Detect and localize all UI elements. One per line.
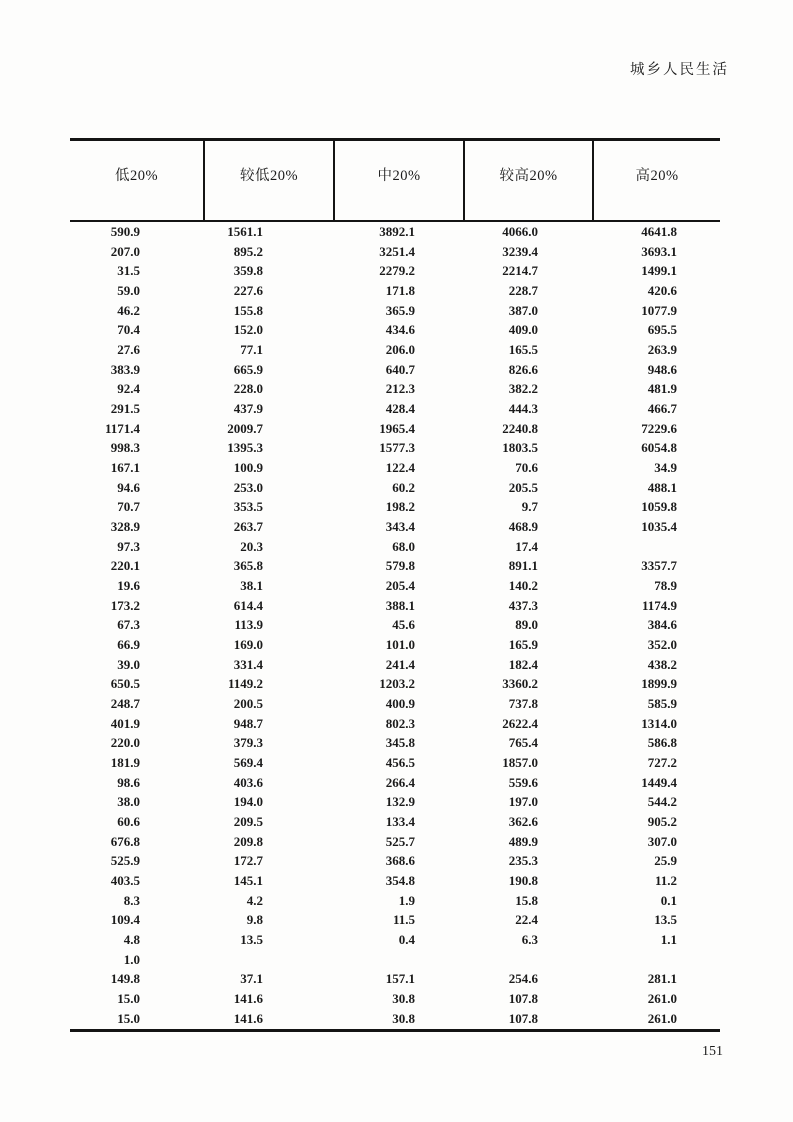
table-cell: 109.4 [110,912,140,928]
table-row [70,458,720,478]
table-cell: 46.2 [117,302,140,318]
table-cell: 331.4 [233,656,263,672]
table-cell: 368.6 [385,853,415,869]
table-cell: 291.5 [110,400,140,416]
table-cell: 3892.1 [379,223,415,239]
table-row [70,242,720,262]
table-cell: 1149.2 [227,676,263,692]
table-cell: 1.1 [660,932,677,948]
table-cell: 45.6 [392,617,415,633]
table-row [70,379,720,399]
table-cell: 2214.7 [502,263,538,279]
table-cell: 586.8 [647,735,677,751]
table-cell: 78.9 [654,577,677,593]
table-cell: 354.8 [385,873,415,888]
table-cell: 67.3 [117,617,140,633]
table-cell: 171.8 [385,282,415,298]
table-cell: 1.9 [398,892,415,908]
table-row [70,655,720,675]
table-cell: 727.2 [647,754,677,770]
table-cell: 387.0 [508,302,538,318]
table-cell: 6.3 [521,932,538,948]
table-cell: 107.8 [508,991,538,1007]
table-cell: 97.3 [117,538,140,554]
table-cell: 737.8 [508,695,538,711]
table-cell: 235.3 [508,853,538,869]
table-cell: 200.5 [233,695,263,711]
table-cell: 94.6 [117,479,140,495]
table-row [70,1009,720,1029]
table-cell: 68.0 [392,538,415,554]
table-row [70,517,720,537]
table-cell: 1203.2 [379,676,415,692]
table-cell: 8.3 [123,892,140,908]
table-cell: 9.8 [246,912,263,928]
table-row [70,537,720,557]
table-cell: 650.5 [110,676,140,692]
table-cell: 695.5 [647,322,677,338]
table-cell: 420.6 [647,282,677,298]
table-cell: 403.6 [233,774,263,790]
table-cell: 39.0 [117,656,140,672]
table-cell: 133.4 [385,813,415,829]
table-cell: 194.0 [233,794,263,810]
table-cell: 307.0 [647,833,677,849]
table-row [70,497,720,517]
table-cell: 3360.2 [502,676,538,692]
table-cell: 9.7 [521,499,538,515]
page-number: 151 [702,1044,723,1059]
table-row [70,419,720,439]
table-row [70,832,720,852]
table-cell: 141.6 [233,991,263,1007]
column-header: 高20% [592,141,720,220]
table-cell: 353.5 [233,499,263,515]
table-cell: 1171.4 [104,420,140,436]
table-cell: 182.4 [508,656,538,672]
table-row [70,753,720,773]
table-cell: 261.0 [647,991,677,1007]
table-cell: 207.0 [110,243,140,259]
table-cell: 488.1 [647,479,677,495]
table-cell: 1499.1 [641,263,677,279]
table-cell: 579.8 [385,558,415,574]
table-cell: 2622.4 [502,715,538,731]
table-row [70,281,720,301]
table-cell: 409.0 [508,322,538,338]
table-cell: 212.3 [385,381,415,397]
table-cell: 22.4 [515,912,538,928]
table-cell: 345.8 [385,735,415,751]
table-cell: 13.5 [240,932,263,948]
table-cell: 444.3 [508,400,538,416]
table-cell: 2279.2 [379,263,415,279]
table-header-row [70,141,720,222]
table-cell: 209.8 [233,833,263,849]
table-cell: 1035.4 [641,518,677,534]
table-row [70,970,720,990]
table-row [70,478,720,498]
table-cell: 343.4 [385,518,415,534]
table-cell: 157.1 [385,971,415,987]
table-row [70,792,720,812]
table-cell: 27.6 [117,341,140,357]
table-cell: 489.9 [508,833,538,849]
table-row [70,320,720,340]
table-cell: 1077.9 [641,302,677,318]
table-cell: 141.6 [233,1010,263,1026]
table-row [70,674,720,694]
table-cell: 569.4 [233,754,263,770]
table-cell: 198.2 [385,499,415,515]
table-cell: 11.5 [392,912,415,928]
table-cell: 559.6 [508,774,538,790]
table-cell: 38.0 [117,794,140,810]
table-row [70,222,720,242]
table-cell: 169.0 [233,636,263,652]
table-cell: 352.0 [647,636,677,652]
table-cell: 140.2 [508,577,538,593]
table-cell: 165.9 [508,636,538,652]
table-cell: 466.7 [647,400,677,416]
table-cell: 401.9 [110,715,140,731]
table-cell: 1857.0 [502,754,538,770]
table-cell: 379.3 [233,735,263,751]
table-cell: 253.0 [233,479,263,495]
table-cell: 248.7 [110,695,140,711]
table-cell: 70.6 [515,459,538,475]
table-cell: 172.7 [233,853,263,869]
table-cell: 614.4 [233,597,263,613]
table-cell: 826.6 [508,361,538,377]
running-header: 城乡人民生活 [630,62,729,78]
table-cell: 101.0 [385,636,415,652]
table-row [70,852,720,872]
table-cell: 30.8 [392,1010,415,1026]
column-header: 较低20% [203,141,333,220]
table-cell: 165.5 [508,341,538,357]
table-cell: 19.6 [117,577,140,593]
table-cell: 1174.9 [641,597,677,613]
table-row [70,576,720,596]
table-cell: 948.6 [647,361,677,377]
table-cell: 328.9 [110,518,140,534]
table-row [70,301,720,321]
table-cell: 481.9 [647,381,677,397]
table-cell: 92.4 [117,381,140,397]
table-row [70,261,720,281]
table-row [70,694,720,714]
table-row [70,773,720,793]
table-cell: 456.5 [385,754,415,770]
table-cell: 89.0 [515,617,538,633]
table-cell: 1899.9 [641,676,677,692]
table-cell: 383.9 [110,361,140,377]
table-cell: 676.8 [110,833,140,849]
table-cell: 7229.6 [641,420,677,436]
table-row [70,635,720,655]
table-cell: 640.7 [385,361,415,377]
table-cell: 30.8 [392,991,415,1007]
table-row [70,871,720,891]
table-cell: 206.0 [385,341,415,357]
table-cell: 4641.8 [641,223,677,239]
table-cell: 765.4 [508,735,538,751]
table-cell: 1803.5 [502,440,538,456]
table-cell: 181.9 [110,754,140,770]
table-cell: 403.5 [110,873,140,888]
table-cell: 122.4 [385,459,415,475]
table-cell: 15.8 [515,892,538,908]
table-cell: 4066.0 [502,223,538,239]
table-cell: 70.7 [117,499,140,515]
table-cell: 37.1 [240,971,263,987]
table-cell: 1.0 [123,951,140,967]
table-row [70,911,720,931]
table-cell: 998.3 [110,440,140,456]
table-cell: 382.2 [508,381,538,397]
table-cell: 1395.3 [227,440,263,456]
table-row [70,340,720,360]
table-cell: 25.9 [654,853,677,869]
table-row [70,438,720,458]
table-row [70,399,720,419]
table-cell: 20.3 [240,538,263,554]
table-cell: 228.0 [233,381,263,397]
table-cell: 948.7 [233,715,263,731]
table-cell: 254.6 [508,971,538,987]
table-row [70,733,720,753]
table-cell: 17.4 [515,538,538,554]
table-cell: 1314.0 [641,715,677,731]
table-cell: 60.6 [117,813,140,829]
table-cell: 145.1 [233,873,263,888]
table-cell: 895.2 [233,243,263,259]
table-cell: 544.2 [647,794,677,810]
table-cell: 1561.1 [227,223,263,239]
table-row [70,950,720,970]
table-row [70,360,720,380]
column-header: 较高20% [463,141,592,220]
table-cell: 3357.7 [641,558,677,574]
table-row [70,596,720,616]
table-cell: 209.5 [233,813,263,829]
table-cell: 1449.4 [641,774,677,790]
table-cell: 1965.4 [379,420,415,436]
table-cell: 263.9 [647,341,677,357]
table-cell: 0.4 [398,932,415,948]
table-cell: 400.9 [385,695,415,711]
table-cell: 59.0 [117,282,140,298]
table-cell: 132.9 [385,794,415,810]
table-cell: 2240.8 [502,420,538,436]
table-cell: 228.7 [508,282,538,298]
table-cell: 60.2 [392,479,415,495]
table-cell: 1577.3 [379,440,415,456]
table-cell: 227.6 [233,282,263,298]
table-cell: 205.5 [508,479,538,495]
table-cell: 3251.4 [379,243,415,259]
table-cell: 525.9 [110,853,140,869]
table-cell: 34.9 [654,459,677,475]
table-cell: 220.0 [110,735,140,751]
table-cell: 4.2 [246,892,263,908]
income-quintile-table [70,138,720,1032]
table-cell: 152.0 [233,322,263,338]
table-cell: 167.1 [110,459,140,475]
column-header: 中20% [333,141,463,220]
table-cell: 4.8 [123,932,140,948]
table-cell: 428.4 [385,400,415,416]
table-body [70,222,720,1029]
table-row [70,714,720,734]
table-cell: 0.1 [660,892,677,908]
table-cell: 281.1 [647,971,677,987]
table-cell: 77.1 [240,341,263,357]
table-cell: 220.1 [110,558,140,574]
table-row [70,989,720,1009]
table-cell: 590.9 [110,223,140,239]
table-cell: 468.9 [508,518,538,534]
table-cell: 891.1 [508,558,538,574]
table-row [70,930,720,950]
table-cell: 525.7 [385,833,415,849]
table-cell: 38.1 [240,577,263,593]
table-row [70,891,720,911]
table-cell: 11.2 [654,873,677,888]
table-cell: 802.3 [385,715,415,731]
table-cell: 13.5 [654,912,677,928]
table-cell: 388.1 [385,597,415,613]
table-cell: 437.9 [233,400,263,416]
table-cell: 3239.4 [502,243,538,259]
table-cell: 359.8 [233,263,263,279]
table-cell: 365.9 [385,302,415,318]
table-cell: 113.9 [234,617,263,633]
table-cell: 263.7 [233,518,263,534]
table-cell: 190.8 [508,873,538,888]
table-cell: 98.6 [117,774,140,790]
table-cell: 70.4 [117,322,140,338]
table-cell: 100.9 [233,459,263,475]
column-header: 低20% [114,168,159,184]
table-cell: 149.8 [110,971,140,987]
table-row [70,812,720,832]
table-cell: 6054.8 [641,440,677,456]
table-cell: 15.0 [117,1010,140,1026]
table-cell: 3693.1 [641,243,677,259]
table-cell: 905.2 [647,813,677,829]
table-cell: 365.8 [233,558,263,574]
table-cell: 197.0 [508,794,538,810]
table-cell: 241.4 [385,656,415,672]
table-cell: 261.0 [647,1010,677,1026]
table-cell: 266.4 [385,774,415,790]
table-cell: 173.2 [110,597,140,613]
table-cell: 2009.7 [227,420,263,436]
table-cell: 437.3 [508,597,538,613]
table-row [70,556,720,576]
table-cell: 384.6 [647,617,677,633]
table-cell: 205.4 [385,577,415,593]
table-cell: 66.9 [117,636,140,652]
table-cell: 665.9 [233,361,263,377]
table-cell: 585.9 [647,695,677,711]
table-cell: 107.8 [508,1010,538,1026]
table-cell: 362.6 [508,813,538,829]
table-cell: 434.6 [385,322,415,338]
table-cell: 15.0 [117,991,140,1007]
table-cell: 31.5 [117,263,140,279]
table-cell: 1059.8 [641,499,677,515]
table-cell: 438.2 [647,656,677,672]
table-cell: 155.8 [233,302,263,318]
table-row [70,615,720,635]
